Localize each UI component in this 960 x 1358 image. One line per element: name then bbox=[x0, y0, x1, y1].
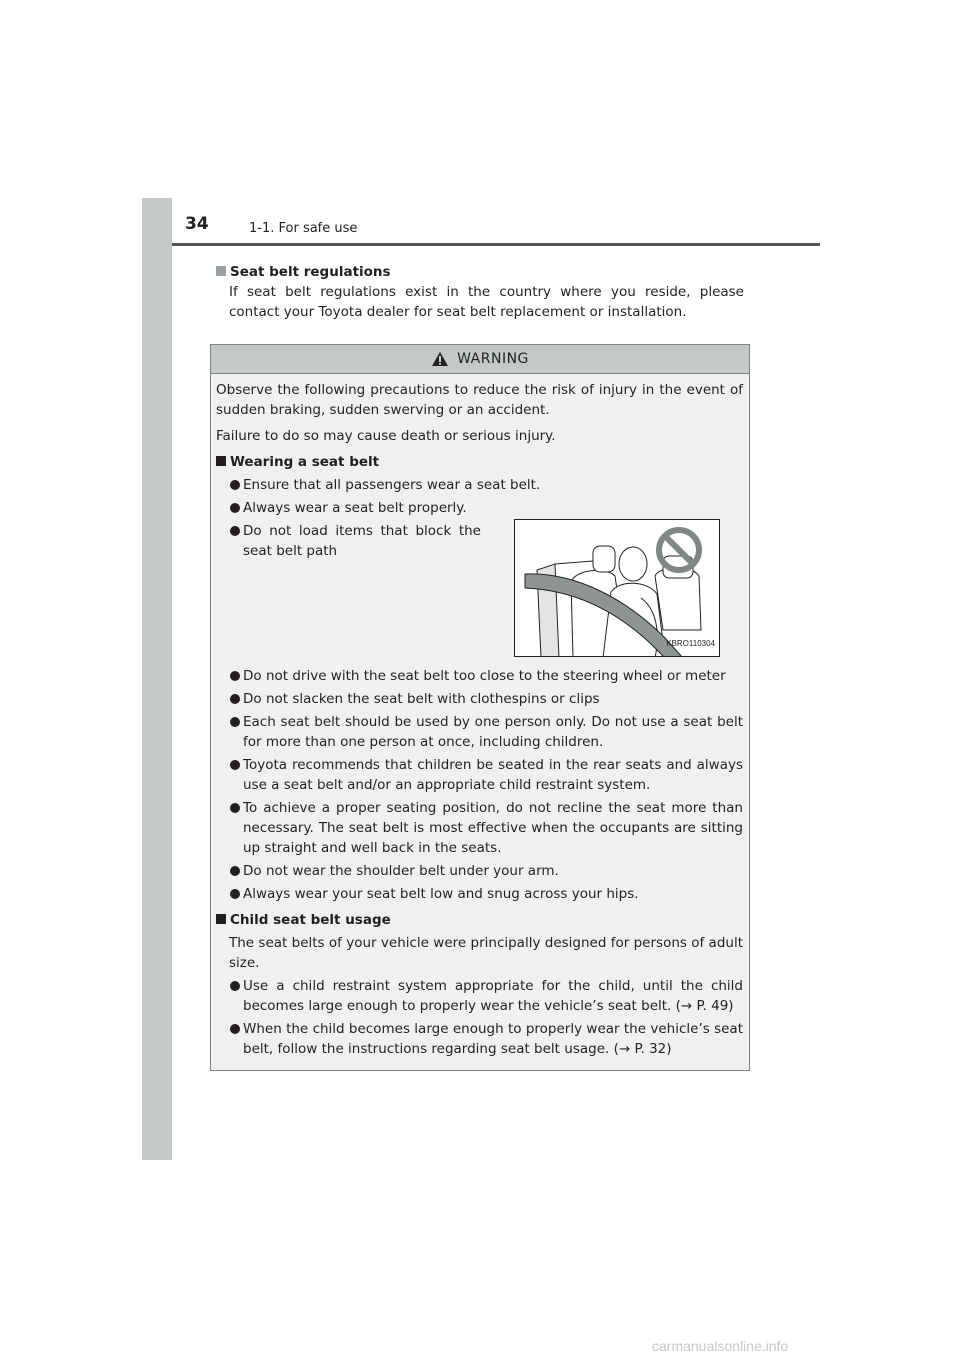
page-number: 34 bbox=[185, 214, 209, 234]
bullet-dot-icon bbox=[230, 889, 240, 899]
watermark: carmanualsonline.info bbox=[652, 1338, 789, 1354]
regulations-section bbox=[216, 262, 744, 322]
bullet-dot-icon bbox=[230, 1024, 240, 1034]
regulations-title: Seat belt regulations bbox=[230, 264, 391, 280]
warning-body bbox=[211, 374, 749, 1059]
warning-triangle-icon bbox=[431, 351, 449, 367]
square-bullet-icon bbox=[216, 914, 226, 924]
warning-box bbox=[210, 344, 750, 1071]
bullet-dot-icon bbox=[230, 803, 240, 813]
figure-row bbox=[216, 521, 743, 666]
bullet-dot-icon bbox=[230, 526, 240, 536]
seat-belt-illustration bbox=[514, 519, 720, 657]
regulations-body: If seat belt regulations exist in the country where you reside, please contact your Toyota dealer for seat belt replacement or installation. bbox=[229, 284, 744, 320]
list-item: Do not slacken the seat belt with clothespins or clips bbox=[216, 689, 743, 709]
header-tab bbox=[142, 198, 172, 244]
bullet-dot-icon bbox=[230, 981, 240, 991]
list-item: Always wear a seat belt properly. bbox=[216, 498, 743, 518]
list-item: Do not load items that block the seat belt path bbox=[216, 521, 481, 561]
list-item: Toyota recommends that children be seated in the rear seats and always use a seat belt and/or an appropriate child restraint system. bbox=[216, 755, 743, 795]
bullet-dot-icon bbox=[230, 866, 240, 876]
warning-consequence: Failure to do so may cause death or serious injury. bbox=[216, 428, 556, 444]
list-item: Each seat belt should be used by one person only. Do not use a seat belt for more than one person at once, including children. bbox=[216, 712, 743, 752]
wearing-title: Wearing a seat belt bbox=[230, 454, 380, 470]
warning-header bbox=[211, 345, 749, 374]
bullet-dot-icon bbox=[230, 760, 240, 770]
warning-intro: Observe the following precautions to reduce the risk of injury in the event of sudden braking, sudden swerving or an accident. bbox=[216, 382, 743, 418]
square-bullet-icon bbox=[216, 456, 226, 466]
list-item: Use a child restraint system appropriate for the child, until the child becomes large enough to properly wear the vehicle’s seat belt. (→ P. 49) bbox=[216, 976, 743, 1016]
bullet-dot-icon bbox=[230, 503, 240, 513]
list-item: When the child becomes large enough to properly wear the vehicle’s seat belt, follow the instructions regarding seat belt usage. (→ P. 32) bbox=[216, 1019, 743, 1059]
child-body: The seat belts of your vehicle were principally designed for persons of adult size. bbox=[229, 935, 743, 971]
child-title: Child seat belt usage bbox=[230, 912, 391, 928]
bullet-dot-icon bbox=[230, 694, 240, 704]
header-rule bbox=[172, 243, 820, 246]
list-item: Ensure that all passengers wear a seat belt. bbox=[216, 475, 743, 495]
list-item: To achieve a proper seating position, do not recline the seat more than necessary. The seat belt is most effective when the occupants are sitting up straight and well back in the seats. bbox=[216, 798, 743, 858]
list-item: Do not wear the shoulder belt under your arm. bbox=[216, 861, 743, 881]
figure-code: KBRO110304 bbox=[666, 639, 715, 648]
bullet-dot-icon bbox=[230, 480, 240, 490]
square-bullet-icon bbox=[216, 266, 226, 276]
side-tab-band bbox=[142, 198, 172, 1160]
warning-heading: WARNING bbox=[457, 351, 529, 367]
list-item: Do not drive with the seat belt too close to the steering wheel or meter bbox=[216, 666, 743, 686]
section-title: 1-1. For safe use bbox=[249, 221, 358, 236]
list-item: Always wear your seat belt low and snug across your hips. bbox=[216, 884, 743, 904]
bullet-dot-icon bbox=[230, 717, 240, 727]
bullet-dot-icon bbox=[230, 671, 240, 681]
